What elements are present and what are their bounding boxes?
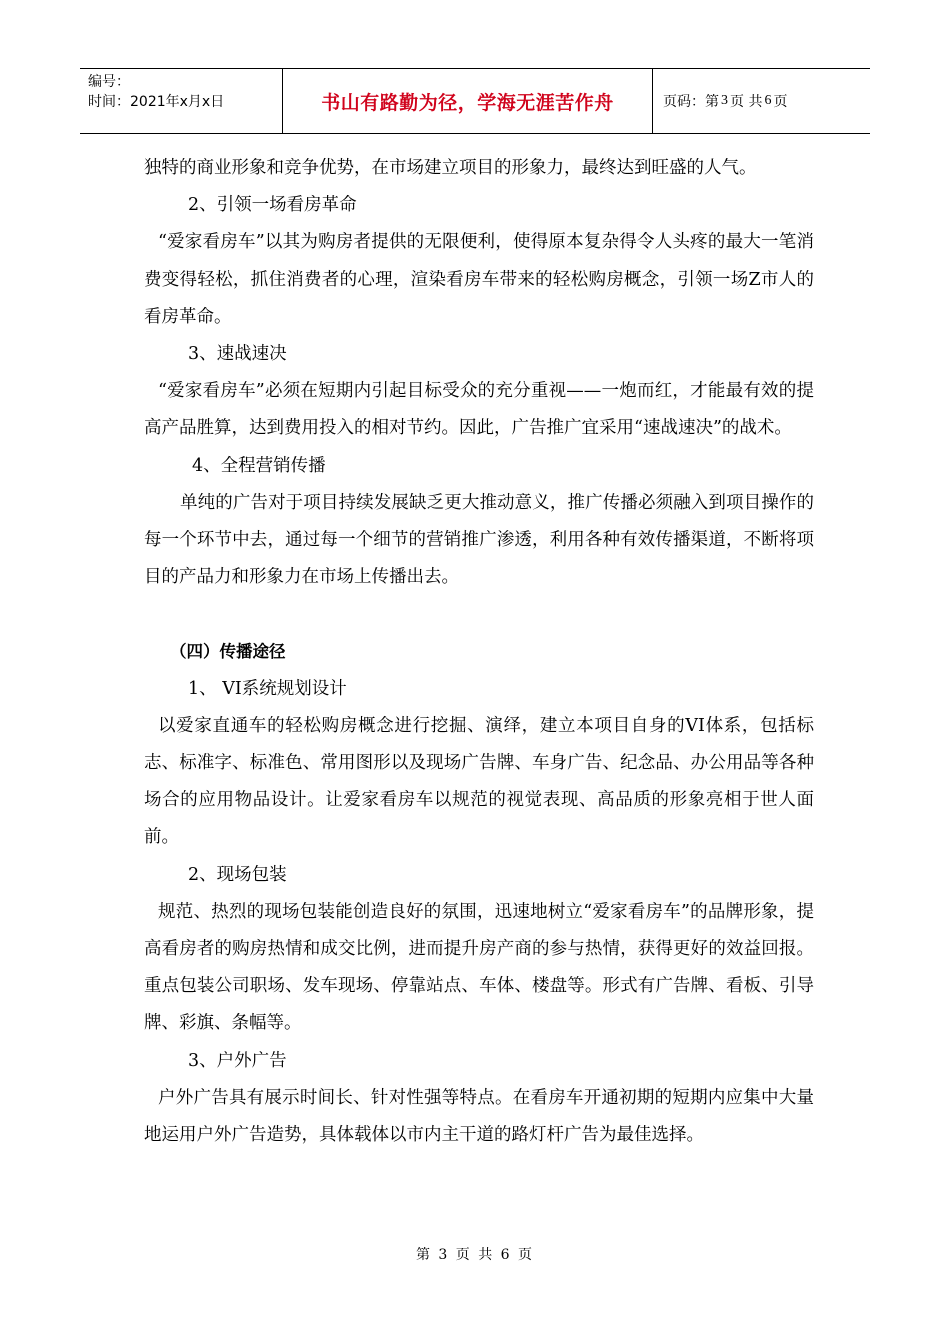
paragraph-4: 单纯的广告对于项目持续发展缺乏更大推动意义，推广传播必须融入到项目操作的每一个环节中去，通过每一个细节的营销推广渗透，利用各种有效传播渠道，不断将项目的产品力和形象力在市场上传播出去。 — [144, 492, 814, 588]
subheading-outdoor: 3、户外广告 — [188, 1050, 287, 1071]
page-mid: 页 共 — [730, 94, 763, 110]
spacer — [144, 596, 814, 633]
page-total: 6 — [764, 93, 772, 108]
page-header — [80, 68, 870, 134]
paragraph-continued: 独特的商业形象和竞争优势，在市场建立项目的形象力，最终达到旺盛的人气。 — [144, 158, 757, 178]
document-body — [144, 150, 814, 1154]
header-meta — [80, 69, 283, 133]
paragraph-outdoor: 户外广告具有展示时间长、针对性强等特点。在看房车开通初期的短期内应集中大量地运用户外广告造势，具体载体以市内主干道的路灯杆广告为最佳选择。 — [144, 1087, 814, 1146]
header-page-info — [653, 69, 870, 133]
header-motto: 书山有路勤为径，学海无涯苦作舟 — [283, 69, 653, 133]
paragraph-3: “爱家看房车”必须在短期内引起目标受众的充分重视——一炮而红，才能最有效的提高产品胜算，达到费用投入的相对节约。因此，广告推广宜采用“速战速决”的战术。 — [144, 381, 814, 439]
page-prefix: 页码：第 — [663, 94, 719, 110]
page-suffix: 页 — [773, 94, 788, 110]
subheading-onsite: 2、现场包装 — [188, 864, 287, 885]
paragraph-vi: 以爱家直通车的轻松购房概念进行挖掘、演绎，建立本项目自身的VI体系，包括标志、标准字、标准色、常用图形以及现场广告牌、车身广告、纪念品、办公用品等各种场合的应用物品设计。让爱家看房车以规范的视觉表现、高品质的形象亮相于世人面前。 — [144, 715, 814, 848]
paragraph-2: “爱家看房车”以其为购房者提供的无限便利，使得原本复杂得令人头疼的最大一笔消费变得轻松，抓住消费者的心理，渲染看房车带来的轻松购房概念，引领一场Z市人的看房革命。 — [144, 232, 814, 327]
subheading-vi: 1、 VI系统规划设计 — [188, 678, 347, 699]
paragraph-onsite: 规范、热烈的现场包装能创造良好的氛围，迅速地树立“爱家看房车”的品牌形象，提高看房者的购房热情和成交比例，进而提升房产商的参与热情，获得更好的效益回报。重点包装公司职场、发车现场、停靠站点、车体、楼盘等。形式有广告牌、看板、引导牌、彩旗、条幅等。 — [144, 901, 814, 1034]
subheading-2: 2、引领一场看房革命 — [188, 195, 357, 216]
subheading-3: 3、速战速决 — [188, 344, 287, 365]
page-footer: 第 3 页 共 6 页 — [415, 1247, 535, 1263]
subheading-4: 4、全程营销传播 — [192, 455, 326, 476]
section-heading: （四）传播途径 — [170, 642, 286, 662]
doc-date: 时间：2021年x月x日 — [88, 94, 225, 110]
doc-number-label: 编号： — [88, 74, 130, 90]
page-current: 3 — [721, 93, 728, 108]
